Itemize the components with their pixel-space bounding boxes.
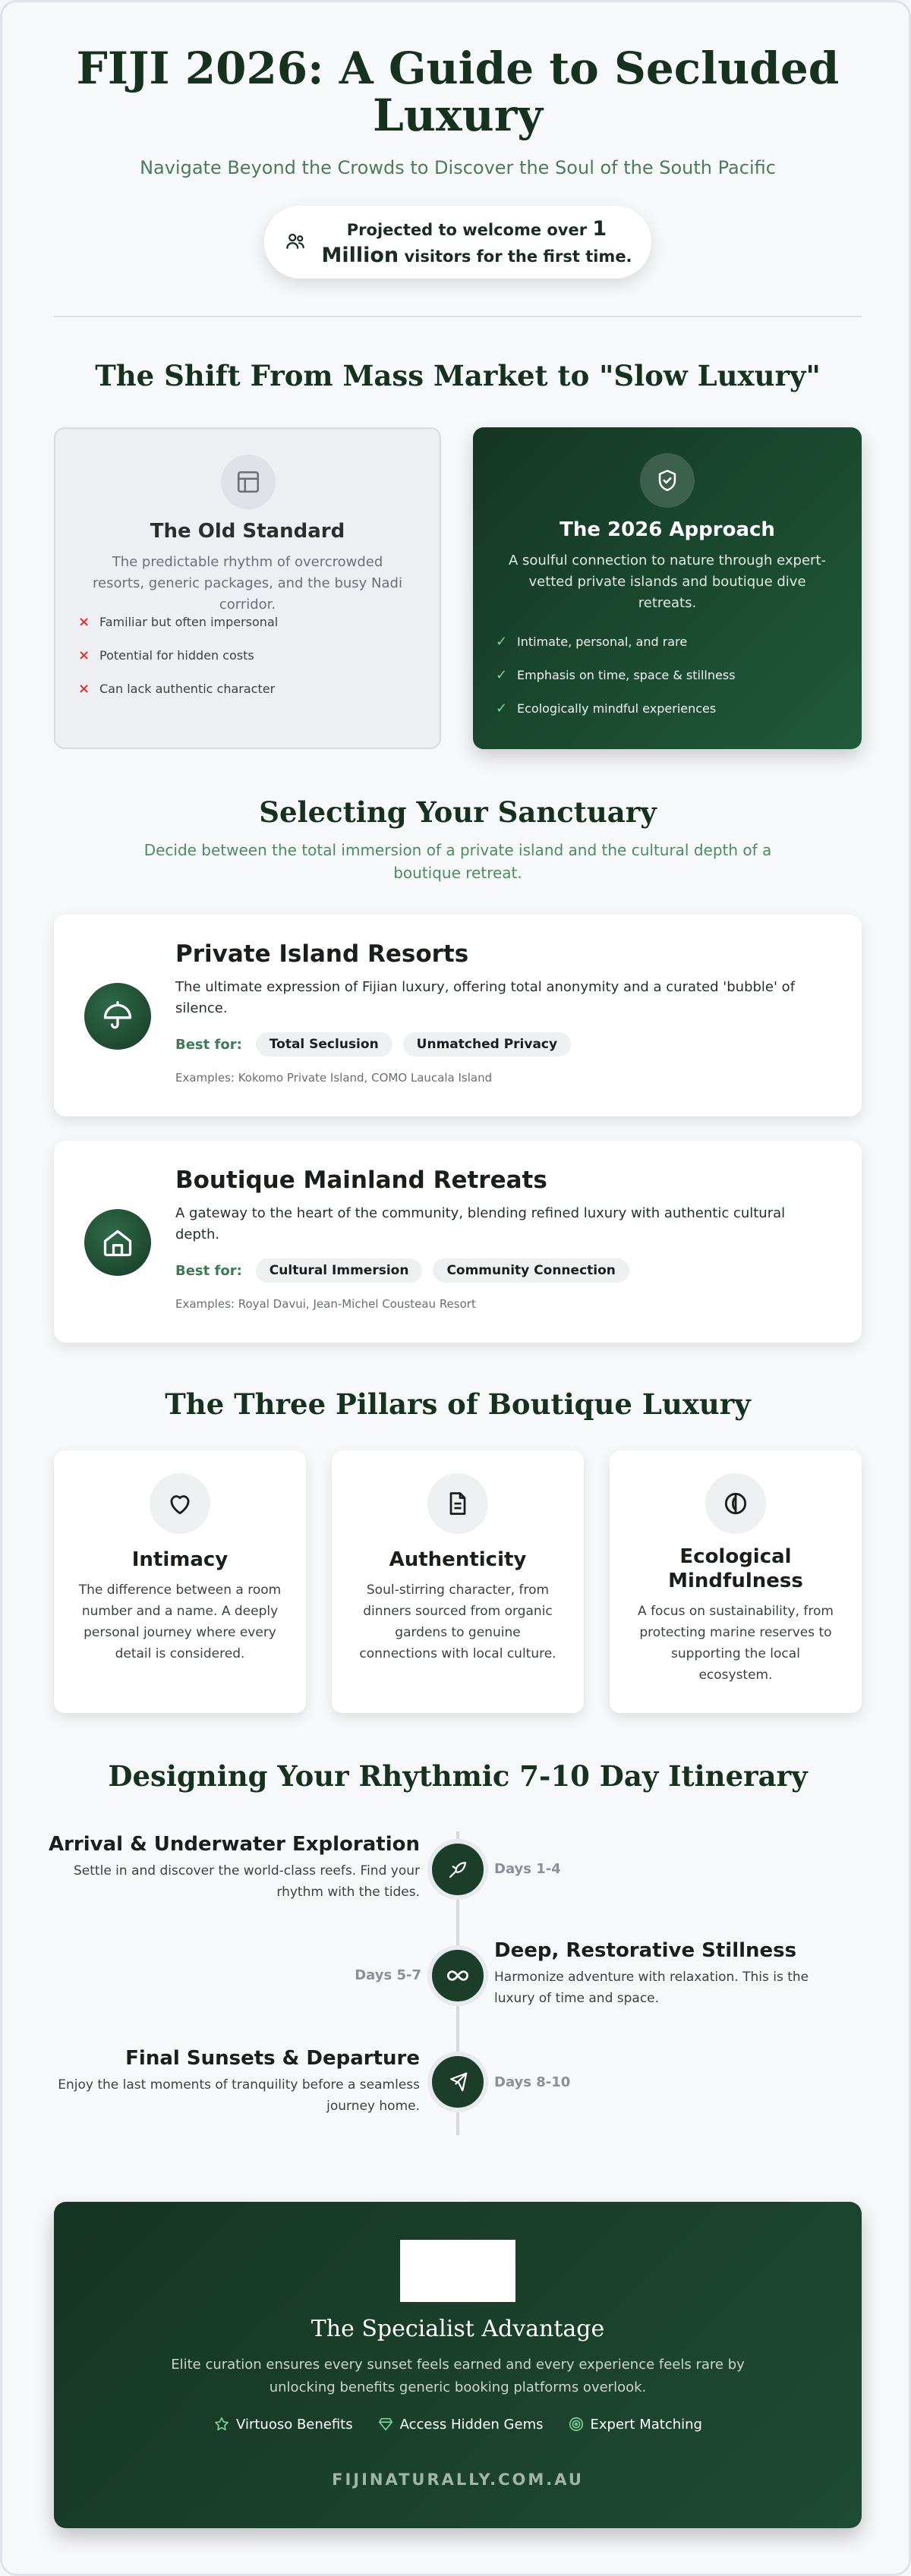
tag: Total Seclusion [256, 1032, 392, 1057]
infinity-icon [427, 1945, 488, 2006]
pillar-title: Authenticity [389, 1548, 527, 1571]
list-item-text: Ecologically mindful experiences [517, 701, 717, 716]
list-item-text: Potential for hidden costs [99, 647, 254, 663]
resort-examples: Examples: Royal Davui, Jean-Michel Cousteau Resort [175, 1297, 476, 1311]
pillar-title: Intimacy [131, 1548, 229, 1571]
check-icon: ✓ [496, 633, 508, 650]
benefit-badge-label: Expert Matching [590, 2416, 702, 2433]
resort-description: A gateway to the heart of the community, blending refined luxury with authentic cultural depth. [175, 1205, 786, 1242]
old-standard-description: The predictable rhythm of overcrowded resorts, generic packages, and the busy Nadi corridor. [93, 554, 402, 613]
list-item-text: Emphasis on time, space & stillness [517, 667, 736, 682]
section-divider [54, 316, 862, 317]
visitor-stat-text [317, 216, 636, 269]
new-approach-list [496, 625, 736, 725]
best-for-label: Best for: [175, 1036, 242, 1053]
boutique-mainland-card [54, 1141, 862, 1343]
tag: Cultural Immersion [256, 1258, 423, 1283]
pillar-description: The difference between a room number and a name. A deeply personal journey where every detail is considered. [78, 1582, 282, 1661]
benefit-badge [568, 2416, 702, 2433]
benefit-badge [213, 2416, 353, 2433]
tag: Community Connection [433, 1258, 629, 1283]
stat-suffix: visitors for the first time. [404, 247, 632, 266]
stage-days: Days 5-7 [355, 1967, 421, 1983]
tag: Unmatched Privacy [403, 1032, 571, 1057]
plane-icon [427, 2052, 488, 2112]
best-for-label: Best for: [175, 1262, 242, 1279]
shield-icon [640, 453, 695, 508]
old-standard-title: The Old Standard [150, 520, 345, 543]
pillar-title: Ecological Mindfulness [668, 1545, 803, 1592]
pillar-ecological [610, 1450, 862, 1713]
resort-title: Boutique Mainland Retreats [175, 1167, 547, 1194]
list-item [78, 638, 278, 672]
check-icon: ✓ [496, 700, 508, 716]
benefit-badge-label: Virtuoso Benefits [236, 2416, 353, 2433]
new-approach-card [473, 427, 862, 749]
star-icon [213, 2416, 230, 2433]
layout-icon [221, 455, 276, 509]
stage-title: Final Sunsets & Departure [125, 2047, 420, 2070]
specialist-footer [54, 2202, 862, 2528]
new-approach-title: The 2026 Approach [560, 518, 775, 541]
list-item-text: Intimate, personal, and rare [517, 634, 688, 649]
list-item [78, 605, 278, 638]
document-icon [427, 1473, 488, 1534]
pillar-intimacy [54, 1450, 306, 1713]
sanctuary-subheading: Decide between the total immersion of a private island and the cultural depth of a boutique retreat. [143, 841, 772, 882]
old-standard-card [54, 427, 441, 749]
stage-description: Enjoy the last moments of tranquility before a seamless journey home. [58, 2077, 420, 2114]
private-island-card [54, 915, 862, 1116]
stage-days: Days 1-4 [494, 1861, 561, 1877]
shift-heading: The Shift From Mass Market to "Slow Luxury" [95, 359, 821, 392]
stage-days: Days 8-10 [494, 2074, 571, 2090]
footer-description: Elite curation ensures every sunset feels earned and every experience feels rare by unlocking benefits generic booking platforms overlook. [171, 2357, 745, 2395]
list-item [496, 625, 736, 658]
stat-value: 1 Million [321, 217, 607, 267]
benefit-badge [377, 2416, 544, 2433]
stage-description: Harmonize adventure with relaxation. This is the luxury of time and space. [494, 1970, 809, 2006]
list-item-text: Can lack authentic character [99, 681, 276, 696]
benefit-badge-label: Access Hidden Gems [399, 2416, 544, 2433]
x-icon: × [78, 680, 90, 697]
gem-icon [377, 2416, 394, 2433]
stage-title: Arrival & Underwater Exploration [48, 1833, 420, 1856]
users-icon [284, 230, 307, 253]
website-link[interactable]: FIJINATURALLY.COM.AU [332, 2471, 584, 2489]
pillar-description: Soul-stirring character, from dinners sourced from organic gardens to genuine connections with local culture. [359, 1582, 556, 1661]
benefit-badges [54, 2416, 862, 2433]
leaf-icon [705, 1473, 766, 1534]
x-icon: × [78, 613, 90, 630]
stage-description: Settle in and discover the world-class reefs. Find your rhythm with the tides. [74, 1863, 420, 1900]
itinerary-heading: Designing Your Rhythmic 7-10 Day Itinerary [108, 1759, 808, 1793]
sanctuary-heading: Selecting Your Sanctuary [259, 795, 657, 829]
best-for-row [175, 1258, 640, 1283]
footer-title: The Specialist Advantage [310, 2316, 605, 2342]
home-icon [84, 1209, 151, 1276]
new-approach-description: A soulful connection to nature through expert-vetted private islands and boutique dive retreats. [508, 553, 826, 611]
resort-examples: Examples: Kokomo Private Island, COMO Laucala Island [175, 1071, 493, 1085]
umbrella-icon [84, 983, 151, 1050]
stat-prefix: Projected to welcome over [346, 221, 588, 239]
visitor-stat-badge [264, 206, 651, 279]
best-for-row [175, 1032, 582, 1057]
pillar-authenticity [332, 1450, 584, 1713]
x-icon: × [78, 647, 90, 663]
pillars-heading: The Three Pillars of Boutique Luxury [165, 1387, 751, 1421]
page-subtitle: Navigate Beyond the Crowds to Discover the Soul of the South Pacific [140, 157, 776, 178]
heart-icon [150, 1473, 210, 1534]
resort-title: Private Island Resorts [175, 940, 469, 968]
check-icon: ✓ [496, 666, 508, 683]
target-icon [568, 2416, 585, 2433]
resort-description: The ultimate expression of Fijian luxury, offering total anonymity and a curated 'bubble' of silence. [175, 979, 796, 1016]
list-item [78, 672, 278, 705]
page-title: FIJI 2026: A Guide to Secluded Luxury [76, 43, 840, 141]
pillar-description: A focus on sustainability, from protecting marine reserves to supporting the local ecosystem. [638, 1604, 834, 1683]
list-item-text: Familiar but often impersonal [99, 614, 279, 629]
brand-logo [400, 2240, 515, 2302]
fish-icon [427, 1839, 488, 1900]
stage-title: Deep, Restorative Stillness [494, 1939, 797, 1962]
list-item [496, 658, 736, 691]
list-item [496, 691, 736, 725]
old-standard-list [78, 605, 278, 705]
